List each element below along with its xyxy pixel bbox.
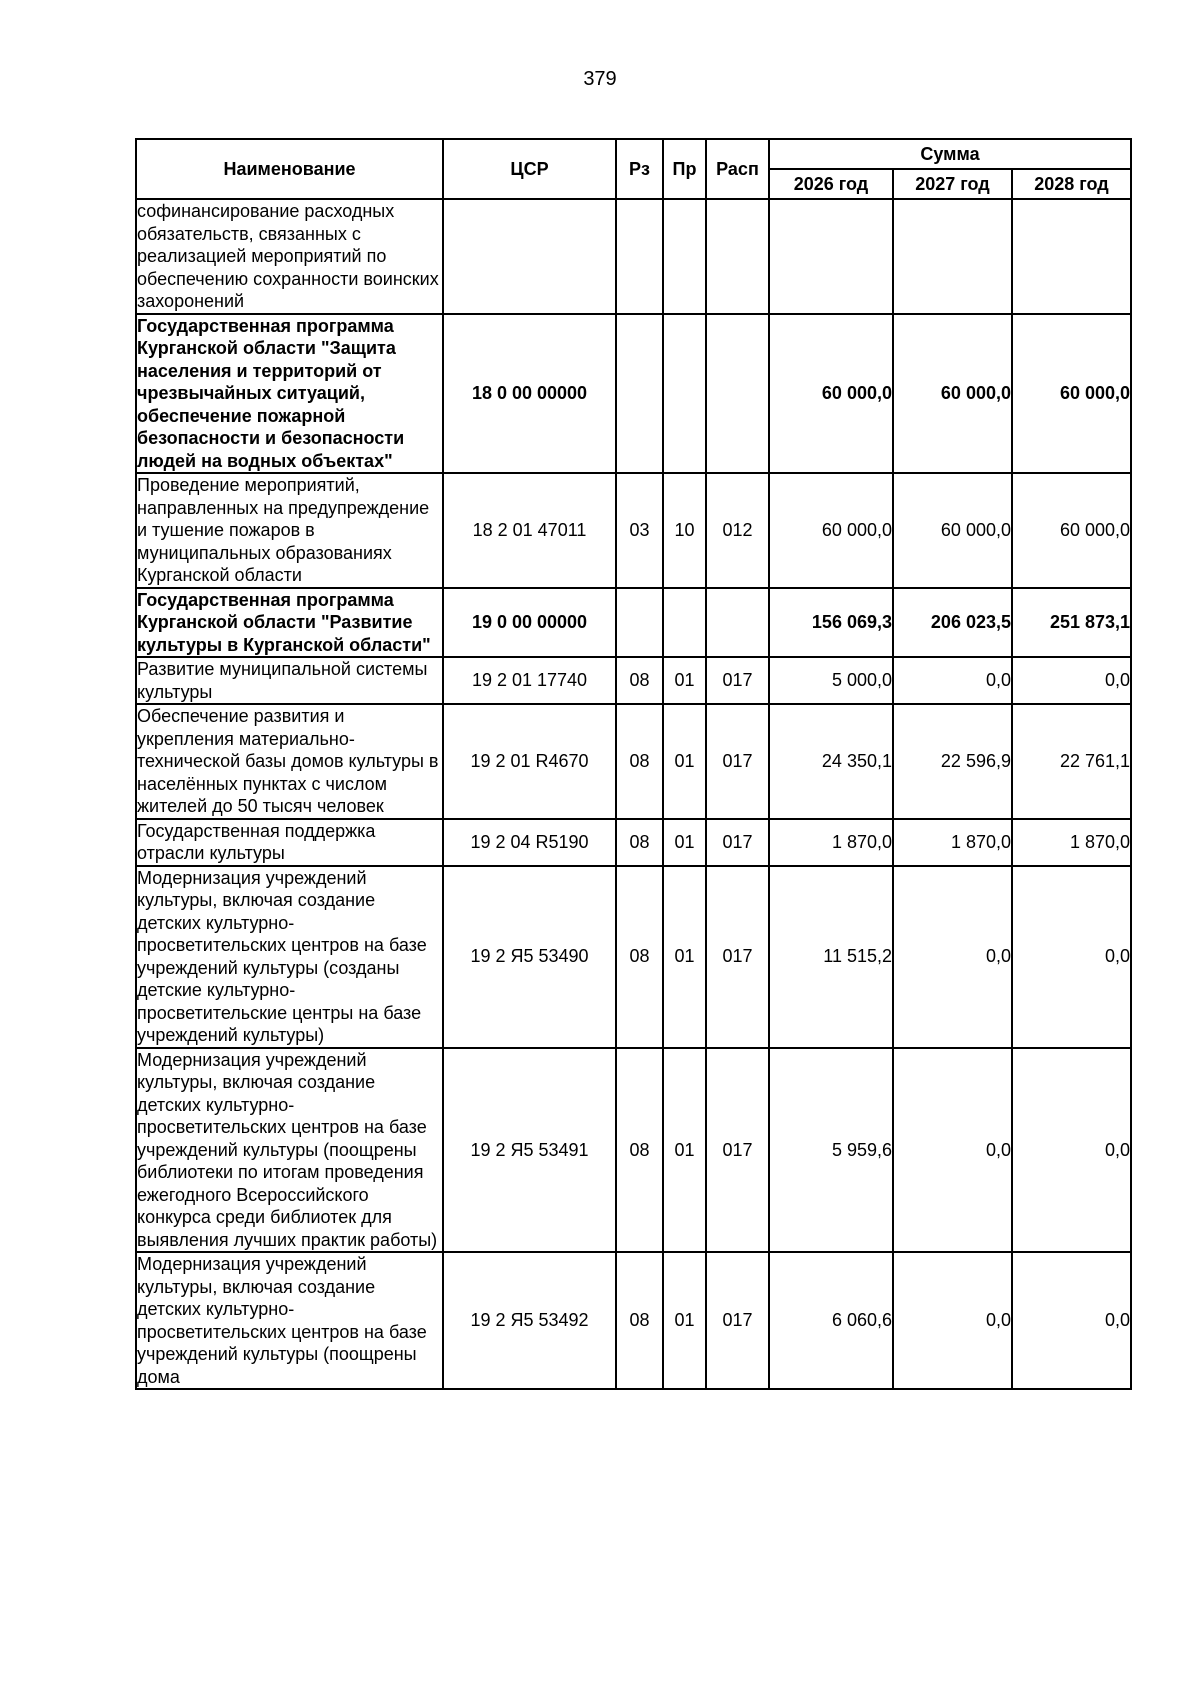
- cell-amount-2028: 0,0: [1012, 1048, 1131, 1253]
- cell-amount-2027: 22 596,9: [893, 704, 1012, 819]
- cell-amount-2026: 1 870,0: [769, 819, 893, 866]
- cell-amount-2028: 251 873,1: [1012, 588, 1131, 658]
- cell-amount-2027: 0,0: [893, 1048, 1012, 1253]
- cell-name: Государственная поддержка отрасли культуры: [136, 819, 443, 866]
- cell-rasp: 017: [706, 1252, 769, 1389]
- budget-table: [135, 138, 1132, 1390]
- cell-pr: [663, 314, 706, 474]
- cell-csr: 19 2 01 R4670: [443, 704, 616, 819]
- cell-amount-2026: 60 000,0: [769, 314, 893, 474]
- table-row: [136, 1252, 1131, 1389]
- cell-rz: 08: [616, 866, 663, 1048]
- cell-rz: 08: [616, 1252, 663, 1389]
- cell-csr: [443, 199, 616, 314]
- cell-pr: 10: [663, 473, 706, 588]
- cell-pr: 01: [663, 866, 706, 1048]
- cell-pr: 01: [663, 657, 706, 704]
- cell-amount-2028: 0,0: [1012, 1252, 1131, 1389]
- cell-amount-2028: [1012, 199, 1131, 314]
- cell-rasp: 012: [706, 473, 769, 588]
- table-row: [136, 588, 1131, 658]
- header-name: Наименование: [136, 139, 443, 199]
- cell-rasp: 017: [706, 866, 769, 1048]
- header-year-2027: 2027 год: [893, 169, 1012, 199]
- cell-pr: 01: [663, 1048, 706, 1253]
- cell-name: Модернизация учреждений культуры, включая создание детских культурно-просветительских центров на базе учреждений культуры (поощрены дома: [136, 1252, 443, 1389]
- cell-amount-2027: 0,0: [893, 657, 1012, 704]
- header-pr: Пр: [663, 139, 706, 199]
- cell-rz: 03: [616, 473, 663, 588]
- cell-pr: 01: [663, 704, 706, 819]
- cell-name: Модернизация учреждений культуры, включая создание детских культурно-просветительских центров на базе учреждений культуры (поощрены библиотеки по итогам проведения ежегодного Всероссийского конкурса среди библиотек для выявления лучших практик работы): [136, 1048, 443, 1253]
- cell-amount-2027: [893, 199, 1012, 314]
- cell-rasp: [706, 314, 769, 474]
- cell-rz: [616, 588, 663, 658]
- cell-amount-2027: 60 000,0: [893, 314, 1012, 474]
- page-number: 379: [583, 68, 617, 90]
- cell-amount-2028: 60 000,0: [1012, 314, 1131, 474]
- cell-rz: 08: [616, 657, 663, 704]
- cell-rasp: 017: [706, 1048, 769, 1253]
- cell-amount-2026: 156 069,3: [769, 588, 893, 658]
- cell-pr: [663, 588, 706, 658]
- cell-amount-2027: 0,0: [893, 1252, 1012, 1389]
- cell-pr: [663, 199, 706, 314]
- table-row: [136, 314, 1131, 474]
- header-sum: Сумма: [769, 139, 1131, 169]
- cell-rz: [616, 199, 663, 314]
- table-row: [136, 657, 1131, 704]
- cell-pr: 01: [663, 1252, 706, 1389]
- cell-amount-2026: 6 060,6: [769, 1252, 893, 1389]
- cell-amount-2027: 60 000,0: [893, 473, 1012, 588]
- cell-amount-2028: 60 000,0: [1012, 473, 1131, 588]
- header-csr: ЦСР: [443, 139, 616, 199]
- cell-csr: 19 0 00 00000: [443, 588, 616, 658]
- cell-amount-2028: 1 870,0: [1012, 819, 1131, 866]
- cell-name: Государственная программа Курганской области "Развитие культуры в Курганской области": [136, 588, 443, 658]
- cell-amount-2027: 206 023,5: [893, 588, 1012, 658]
- cell-rasp: [706, 199, 769, 314]
- cell-rasp: [706, 588, 769, 658]
- table-body: [136, 199, 1131, 1389]
- cell-amount-2026: 24 350,1: [769, 704, 893, 819]
- cell-name: Модернизация учреждений культуры, включая создание детских культурно-просветительских центров на базе учреждений культуры (созданы детские культурно-просветительские центры на базе учреждений культуры): [136, 866, 443, 1048]
- cell-rz: 08: [616, 1048, 663, 1253]
- cell-csr: 19 2 Я5 53491: [443, 1048, 616, 1253]
- cell-rasp: 017: [706, 819, 769, 866]
- table-row: [136, 473, 1131, 588]
- header-year-2028: 2028 год: [1012, 169, 1131, 199]
- header-year-2026: 2026 год: [769, 169, 893, 199]
- header-rz: Рз: [616, 139, 663, 199]
- cell-csr: 18 0 00 00000: [443, 314, 616, 474]
- cell-amount-2028: 0,0: [1012, 657, 1131, 704]
- cell-name: Проведение мероприятий, направленных на предупреждение и тушение пожаров в муниципальных образованиях Курганской области: [136, 473, 443, 588]
- cell-amount-2026: 5 000,0: [769, 657, 893, 704]
- table-row: [136, 199, 1131, 314]
- cell-csr: 19 2 01 17740: [443, 657, 616, 704]
- cell-rz: 08: [616, 819, 663, 866]
- cell-amount-2027: 0,0: [893, 866, 1012, 1048]
- cell-pr: 01: [663, 819, 706, 866]
- table-header: [136, 139, 1131, 199]
- table-row: [136, 819, 1131, 866]
- cell-amount-2026: [769, 199, 893, 314]
- cell-name: софинансирование расходных обязательств, связанных с реализацией мероприятий по обеспечению сохранности воинских захоронений: [136, 199, 443, 314]
- cell-amount-2028: 0,0: [1012, 866, 1131, 1048]
- cell-amount-2026: 11 515,2: [769, 866, 893, 1048]
- cell-csr: 19 2 Я5 53490: [443, 866, 616, 1048]
- cell-rasp: 017: [706, 704, 769, 819]
- cell-csr: 19 2 04 R5190: [443, 819, 616, 866]
- cell-amount-2026: 5 959,6: [769, 1048, 893, 1253]
- cell-name: Государственная программа Курганской области "Защита населения и территорий от чрезвычайных ситуаций, обеспечение пожарной безопасности и безопасности людей на водных объектах": [136, 314, 443, 474]
- cell-name: Обеспечение развития и укрепления материально-технической базы домов культуры в населённых пунктах с числом жителей до 50 тысяч человек: [136, 704, 443, 819]
- cell-csr: 19 2 Я5 53492: [443, 1252, 616, 1389]
- cell-rz: [616, 314, 663, 474]
- header-rasp: Расп: [706, 139, 769, 199]
- cell-csr: 18 2 01 47011: [443, 473, 616, 588]
- table-row: [136, 866, 1131, 1048]
- table-row: [136, 704, 1131, 819]
- cell-rasp: 017: [706, 657, 769, 704]
- table-row: [136, 1048, 1131, 1253]
- cell-name: Развитие муниципальной системы культуры: [136, 657, 443, 704]
- cell-amount-2027: 1 870,0: [893, 819, 1012, 866]
- cell-amount-2028: 22 761,1: [1012, 704, 1131, 819]
- cell-amount-2026: 60 000,0: [769, 473, 893, 588]
- cell-rz: 08: [616, 704, 663, 819]
